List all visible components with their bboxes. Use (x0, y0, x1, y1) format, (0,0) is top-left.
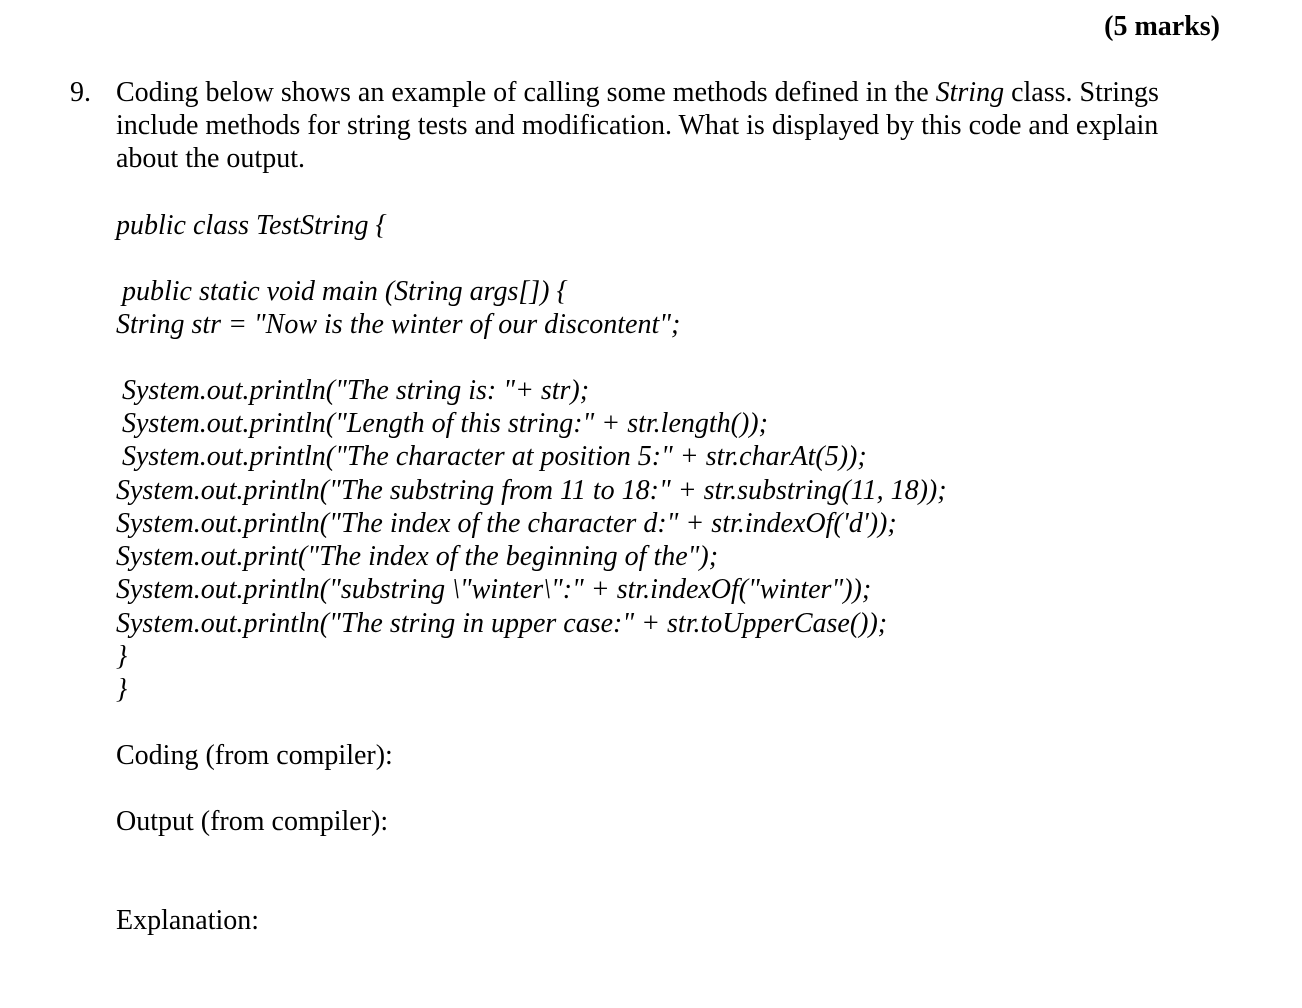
code-close-class-brace: } (116, 674, 128, 705)
code-line: System.out.println("The character at position 5:" + str.charAt(5)); (122, 441, 867, 472)
explanation-label: Explanation: (116, 905, 260, 936)
code-main-declaration: public static void main (String args[]) { (122, 276, 568, 307)
question-text-after: class. Strings include methods for string tests and modification. What is displayed by this code and explain about the output. (116, 77, 1159, 174)
code-line: System.out.println("The index of the character d:" + str.indexOf('d')); (116, 508, 897, 539)
code-line: System.out.println("The substring from 11 to 18:" + str.substring(11, 18)); (116, 475, 947, 506)
code-line: System.out.print("The index of the beginning of the"); (116, 541, 719, 572)
code-str-declaration: String str = "Now is the winter of our discontent"; (116, 309, 681, 340)
question-text (116, 76, 1216, 175)
code-close-method-brace: } (116, 641, 128, 672)
marks-label: (5 marks) (1104, 11, 1220, 42)
question-text-class-name: String (935, 77, 1005, 108)
code-line: System.out.println("The string in upper case:" + str.toUpperCase()); (116, 608, 888, 639)
question-text-before: Coding below shows an example of calling some methods defined in the (116, 77, 936, 108)
coding-label: Coding (from compiler): (116, 740, 393, 771)
code-line: System.out.println("substring \"winter\":" + str.indexOf("winter")); (116, 574, 872, 605)
question-number: 9. (70, 77, 91, 108)
code-line: System.out.println("The string is: "+ str); (122, 375, 590, 406)
code-class-declaration: public class TestString { (116, 210, 387, 241)
code-line: System.out.println("Length of this string:" + str.length()); (122, 408, 768, 439)
output-label: Output (from compiler): (116, 806, 389, 837)
